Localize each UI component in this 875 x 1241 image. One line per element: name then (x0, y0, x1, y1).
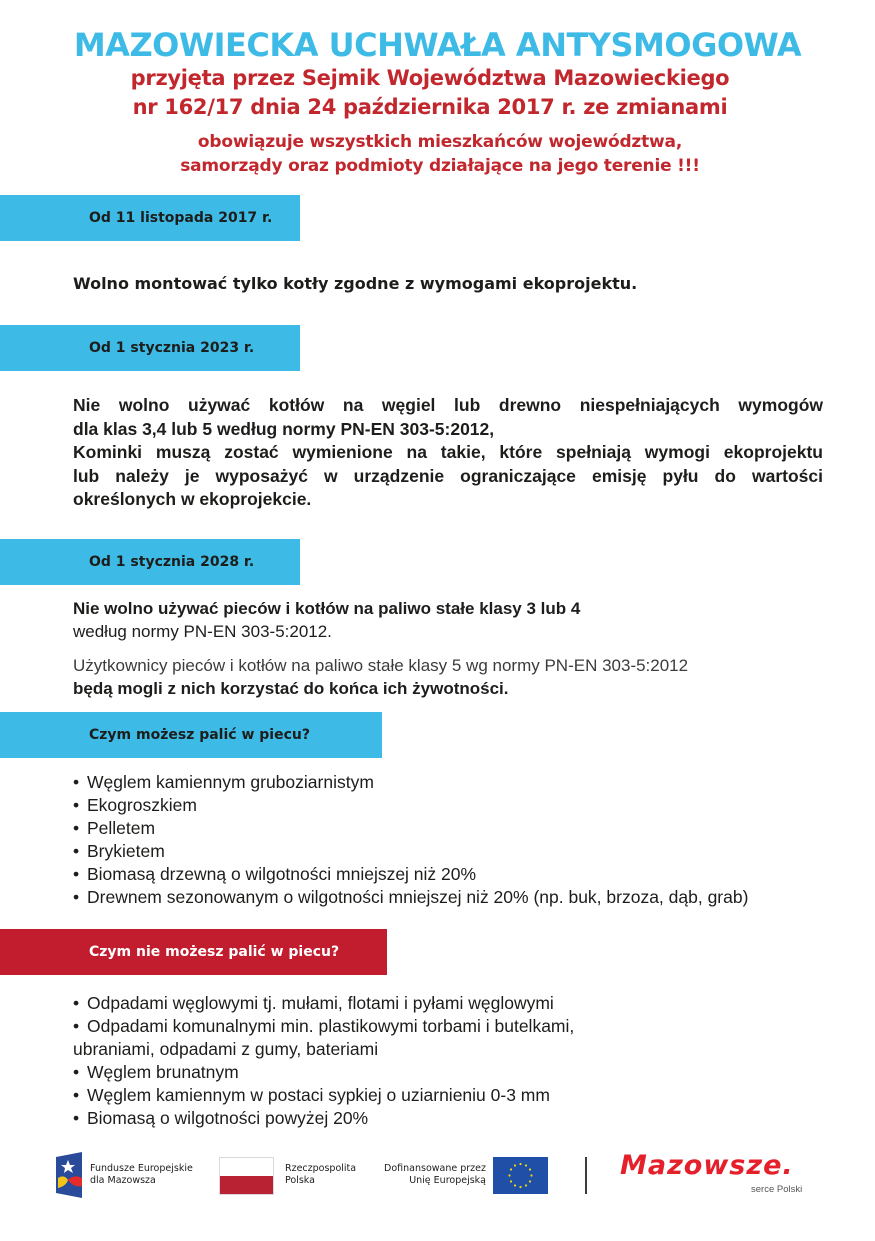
eu-flag-icon (493, 1157, 548, 1194)
mazowsze-brand-logo: Mazowsze. (620, 1150, 794, 1181)
list-item (73, 817, 853, 840)
list-item-text: Węglem brunatnym (87, 1062, 239, 1082)
section-band-2028: Od 1 stycznia 2028 r. (0, 539, 300, 585)
list-item (73, 771, 853, 794)
bullet-icon: • (73, 1062, 80, 1082)
list-item (73, 794, 853, 817)
bullet-icon: • (73, 1108, 80, 1128)
section-2028-bold-line: Nie wolno używać pieców i kotłów na paliwo stałe klasy 3 lub 4 (73, 599, 581, 618)
bullet-icon: • (73, 818, 80, 838)
section-2023-line-2: dla klas 3,4 lub 5 według normy PN-EN 303-5:2012, (73, 418, 495, 439)
document-title: MAZOWIECKA UCHWAŁA ANTYSMOGOWA (73, 26, 802, 64)
subtitle-line-2: nr 162/17 dnia 24 października 2017 r. ze zmianami (132, 95, 728, 119)
bullet-icon: • (73, 795, 80, 815)
fundusze-europejskie-text (90, 1163, 193, 1187)
list-item-text: ubraniami, odpadami z gumy, bateriami (73, 1039, 379, 1059)
list-item-text: Biomasą o wilgotności powyżej 20% (87, 1108, 369, 1128)
section-2028-bold-line-2: będą mogli z nich korzystać do końca ich żywotności. (73, 679, 509, 698)
section-band-2023: Od 1 stycznia 2023 r. (0, 325, 300, 371)
section-2028-light-line: Użytkownicy pieców i kotłów na paliwo stałe klasy 5 wg normy PN-EN 303-5:2012 (73, 656, 689, 675)
list-item-text: Ekogroszkiem (87, 795, 197, 815)
list-item-continuation (73, 1038, 853, 1061)
section-2023-text (73, 394, 823, 512)
list-item (73, 1061, 853, 1084)
list-item (73, 840, 853, 863)
bullet-icon: • (73, 841, 80, 861)
list-item (73, 863, 853, 886)
list-item-text: Węglem kamiennym gruboziarnistym (87, 772, 374, 792)
list-item-text: Odpadami komunalnymi min. plastikowymi torbami i butelkami, (87, 1016, 575, 1036)
section-2023-line-4: lub należy je wyposażyć w urządzenie ograniczające emisję pyłu do wartości (73, 465, 823, 486)
fundusze-europejskie-logo-icon (56, 1152, 82, 1198)
subtitle-line-1: przyjęta przez Sejmik Województwa Mazowieckiego (130, 66, 730, 90)
bullet-icon: • (73, 864, 80, 884)
bullet-icon: • (73, 887, 80, 907)
list-item (73, 1015, 853, 1038)
eu-line-1: Dofinansowane przez (384, 1163, 486, 1174)
list-item (73, 1084, 853, 1107)
notice-line-1: obowiązuje wszystkich mieszkańców województwa, (197, 132, 683, 152)
rp-line-2: Polska (285, 1175, 315, 1186)
eu-line-2: Unię Europejską (409, 1175, 486, 1186)
rzeczpospolita-text (285, 1163, 356, 1187)
list-item-text: Węglem kamiennym w postaci sypkiej o uziarnieniu 0-3 mm (87, 1085, 550, 1105)
fe-line-1: Fundusze Europejskie (90, 1163, 193, 1174)
list-item-text: Biomasą drzewną o wilgotności mniejszej niż 20% (87, 864, 477, 884)
list-item-text: Pelletem (87, 818, 156, 838)
notice-line-2: samorządy oraz podmioty działające na jego terenie !!! (180, 156, 700, 176)
section-2023-line-1: Nie wolno używać kotłów na węgiel lub drewno niespełniających wymogów (73, 395, 823, 415)
bullet-icon: • (73, 1016, 80, 1036)
footer-divider (585, 1157, 587, 1194)
forbidden-fuels-list (73, 992, 853, 1130)
section-2017-text: Wolno montować tylko kotły zgodne z wymogami ekoprojektu. (73, 274, 638, 293)
bullet-icon: • (73, 1085, 80, 1105)
brand-tagline: serce Polski (751, 1184, 803, 1195)
section-2023-line-5: określonych w ekoprojekcie. (73, 489, 312, 509)
document-subtitle (0, 64, 860, 122)
list-item-text: Drewnem sezonowanym o wilgotności mniejszej niż 20% (np. buk, brzoza, dąb, grab) (87, 887, 749, 907)
list-item-text: Odpadami węglowymi tj. mułami, flotami i pyłami węglowymi (87, 993, 554, 1013)
list-item (73, 886, 853, 909)
list-item (73, 1107, 853, 1130)
allowed-fuels-list (73, 771, 853, 909)
list-item-text: Brykietem (87, 841, 165, 861)
bullet-icon: • (73, 993, 80, 1013)
fe-line-2: dla Mazowsza (90, 1175, 156, 1186)
bullet-icon: • (73, 772, 80, 792)
applicability-notice (0, 130, 875, 178)
eu-cofunding-text (378, 1163, 486, 1187)
allowed-fuels-band: Czym możesz palić w piecu? (0, 712, 382, 758)
forbidden-fuels-band: Czym nie możesz palić w piecu? (0, 929, 387, 975)
section-band-2017: Od 11 listopada 2017 r. (0, 195, 300, 241)
list-item (73, 992, 853, 1015)
section-2028-normal-line: według normy PN-EN 303-5:2012. (73, 622, 332, 641)
rp-line-1: Rzeczpospolita (285, 1163, 357, 1174)
polish-flag-icon (219, 1157, 274, 1195)
section-2023-line-3: Kominki muszą zostać wymienione na takie, które spełniają wymogi ekoprojektu (73, 442, 823, 462)
section-2028-text (73, 597, 833, 700)
